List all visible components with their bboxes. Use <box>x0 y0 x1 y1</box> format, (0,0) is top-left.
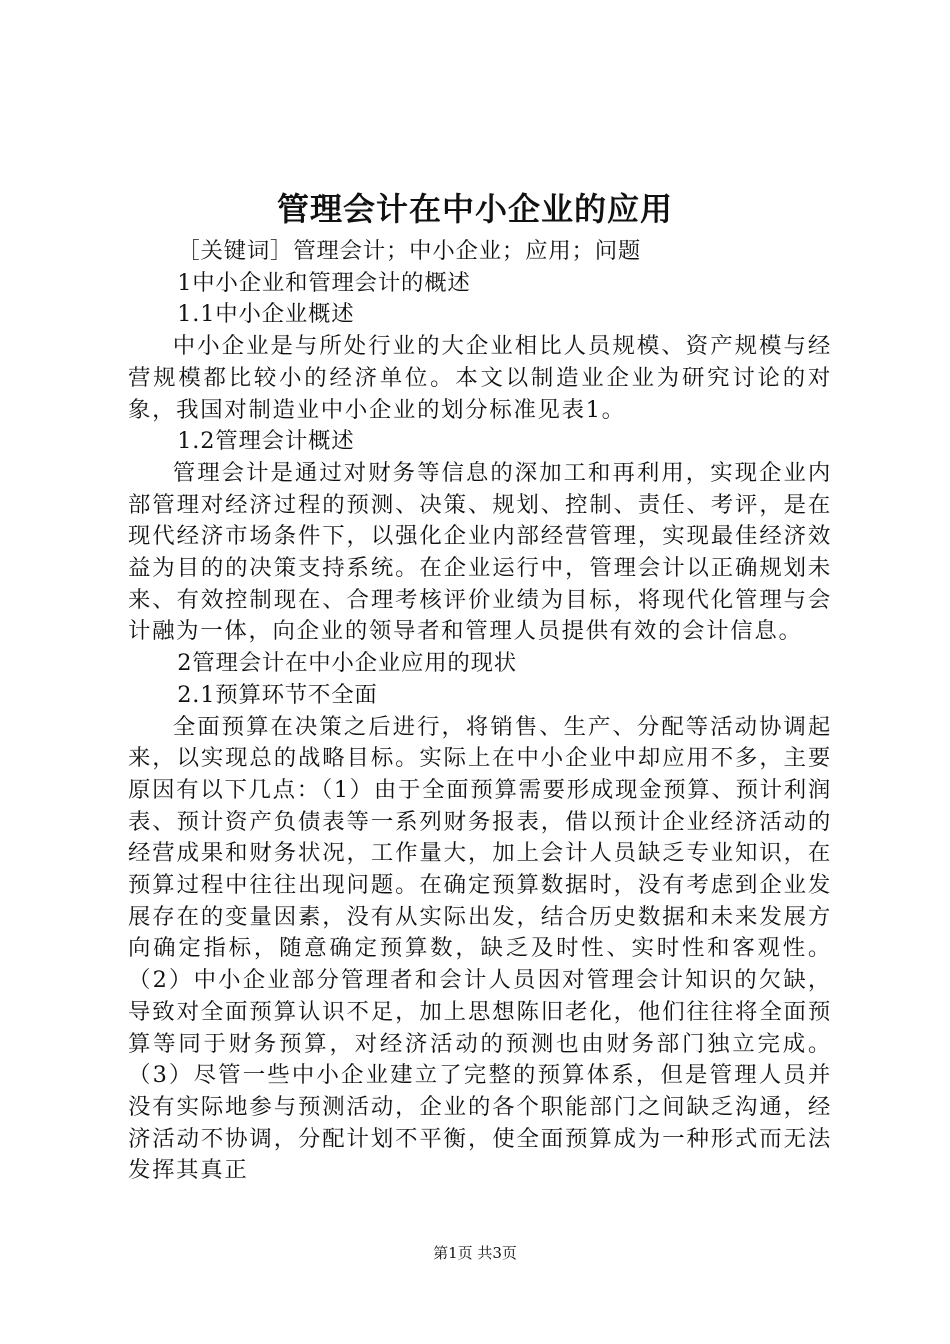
keywords-line: ［关键词］管理会计；中小企业；应用；问题 <box>177 238 642 264</box>
section-heading-1-2: 1.2管理会计概述 <box>177 428 355 455</box>
section-heading-2: 2管理会计在中小企业应用的现状 <box>177 650 517 677</box>
body-paragraph: 全面预算在决策之后进行，将销售、生产、分配等活动协调起来，以实现总的战略目标。实际上在中小企业中却应用不多，主要原因有以下几点：（1）由于全面预算需要形成现金预算、预计利润表、预计资产负债表等一系列财务报表，借以预计企业经济活动的经营成果和财务状况，工作量大，加上会计人员缺乏专业知识，在预算过程中往往出现问题。在确定预算数据时，没有考虑到企业发展存在的变量因素，没有从实际出发，结合历史数据和未来发展方向确定指标，随意确定预算数，缺乏及时性、实时性和客观性。（2）中小企业部分管理者和会计人员因对管理会计知识的欠缺，导致对全面预算认识不足，加上思想陈旧老化，他们往往将全面预算等同于财务预算，对经济活动的预测也由财务部门独立完成。（3）尽管一些中小企业建立了完整的预算体系，但是管理人员并没有实际地参与预测活动，企业的各个职能部门之间缺乏沟通，经济活动不协调，分配计划不平衡，使全面预算成为一种形式而无法发挥其真正 <box>128 713 832 1184</box>
section-heading-1: 1中小企业和管理会计的概述 <box>177 269 471 296</box>
document-body <box>128 236 832 1187</box>
section-heading-2-1: 2.1预算环节不全面 <box>177 681 378 708</box>
body-paragraph: 中小企业是与所处行业的大企业相比人员规模、资产规模与经营规模都比较小的经济单位。本文以制造业企业为研究讨论的对象，我国对制造业中小企业的划分标准见表1。 <box>128 333 832 423</box>
page-footer: 第1页 共3页 <box>433 1244 517 1262</box>
body-paragraph: 管理会计是通过对财务等信息的深加工和再利用，实现企业内部管理对经济过程的预测、决策、规划、控制、责任、考评，是在现代经济市场条件下，以强化企业内部经营管理，实现最佳经济效益为目的的决策支持系统。在企业运行中，管理会计以正确规划未来、有效控制现在、合理考核评价业绩为目标，将现代化管理与会计融为一体，向企业的领导者和管理人员提供有效的会计信息。 <box>128 459 832 645</box>
document-title: 管理会计在中小企业的应用 <box>276 190 673 228</box>
section-heading-1-1: 1.1中小企业概述 <box>177 301 355 328</box>
